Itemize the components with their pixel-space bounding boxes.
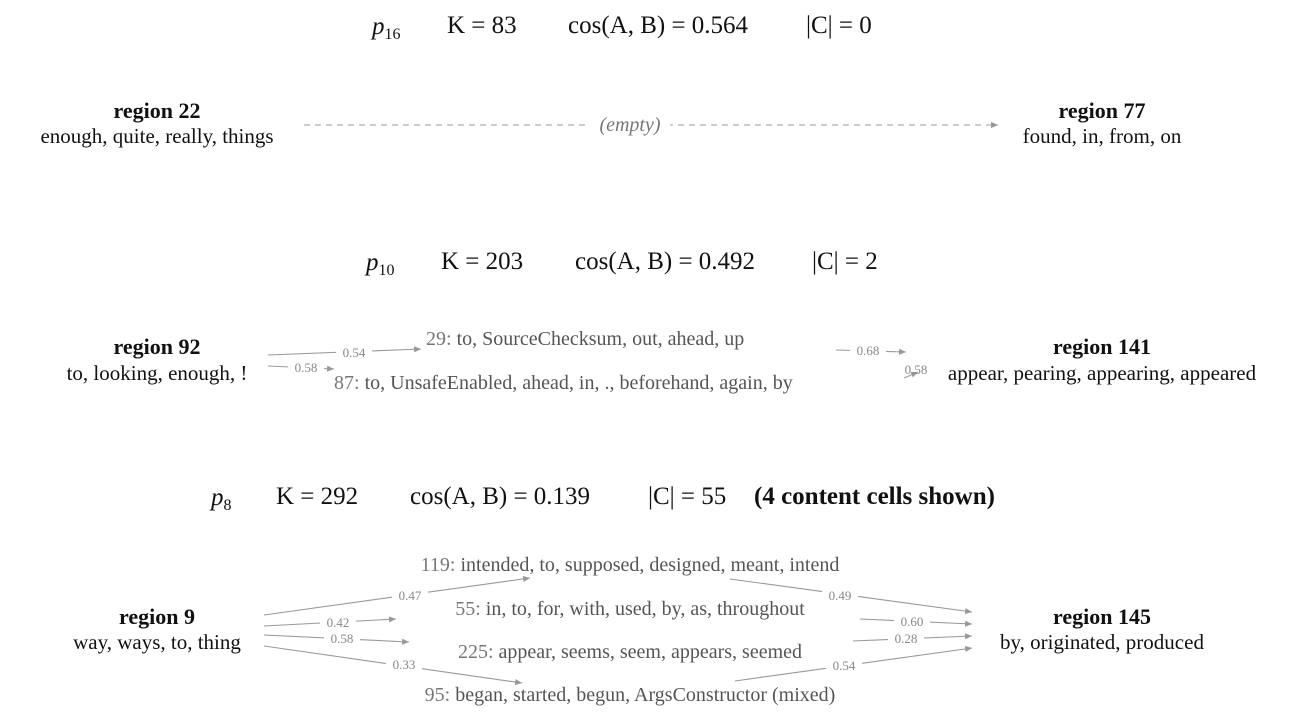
panel-p8 — [73, 483, 1204, 706]
target-region — [1023, 98, 1182, 148]
panel-header — [209, 483, 995, 514]
path-label: $p_{10}$ — [366, 249, 395, 279]
panel-header — [364, 248, 878, 279]
c-label: |C| = 0 — [806, 12, 872, 39]
region-title: region 77 — [1058, 98, 1146, 123]
path-label: $p_{16}$ — [372, 13, 401, 43]
edge-weight: 0.33 — [392, 657, 416, 672]
cell-node: 55: in, to, for, with, used, by, as, throughout — [455, 598, 805, 620]
c-label: |C| = 55 — [648, 483, 727, 510]
cell-node: 95: began, started, begun, ArgsConstructor (mixed) — [424, 684, 836, 706]
target-region — [1000, 604, 1204, 654]
region-title: region 141 — [1053, 334, 1151, 359]
cell-node: 87: to, UnsafeEnabled, ahead, in, ., beforehand, again, by — [334, 372, 793, 394]
region-words: enough, quite, really, things — [40, 124, 274, 148]
edge-weight: 0.28 — [894, 631, 918, 646]
path-label: $p_8$ — [211, 484, 232, 514]
k-label: K = 292 — [276, 483, 359, 510]
k-label: K = 203 — [441, 248, 524, 275]
edge-weight: 0.54 — [832, 658, 856, 673]
region-words: to, looking, enough, ! — [66, 361, 248, 385]
panel-p10 — [67, 248, 1257, 394]
region-title: region 22 — [113, 98, 201, 123]
edge-weight: 0.68 — [856, 343, 880, 358]
edge-weight: 0.47 — [398, 588, 422, 603]
region-words: way, ways, to, thing — [73, 630, 241, 654]
panel-header — [370, 12, 872, 43]
edge-weight: 0.60 — [900, 614, 924, 629]
edge-weight: 0.42 — [326, 615, 350, 630]
cos-label: cos(A, B) = 0.492 — [575, 248, 756, 275]
edge-weight: 0.58 — [904, 362, 928, 377]
source-region — [73, 604, 241, 654]
cell-node: 225: appear, seems, seem, appears, seemed — [457, 641, 803, 663]
shown-note: (4 content cells shown) — [754, 483, 995, 510]
cos-label: cos(A, B) = 0.139 — [410, 483, 591, 510]
k-label: K = 83 — [447, 12, 517, 39]
target-region — [948, 334, 1257, 385]
empty-label: (empty) — [599, 114, 661, 136]
c-label: |C| = 2 — [812, 248, 878, 275]
edge-weight: 0.49 — [828, 588, 852, 603]
edge-weight: 0.58 — [330, 631, 354, 646]
region-title: region 9 — [119, 604, 195, 629]
edge-weight: 0.58 — [294, 360, 318, 375]
region-title: region 92 — [113, 334, 201, 359]
region-title: region 145 — [1053, 604, 1151, 629]
cos-label: cos(A, B) = 0.564 — [568, 12, 749, 39]
cell-node: 119: intended, to, supposed, designed, meant, intend — [420, 554, 840, 576]
region-words: found, in, from, on — [1022, 124, 1182, 148]
region-words: appear, pearing, appearing, appeared — [947, 361, 1257, 385]
region-words: by, originated, produced — [1000, 630, 1204, 654]
source-region — [40, 98, 273, 148]
source-region — [67, 334, 248, 385]
panel-p16 — [40, 12, 1181, 148]
cell-node: 29: to, SourceChecksum, out, ahead, up — [426, 328, 745, 350]
edge-weight: 0.54 — [342, 345, 366, 360]
